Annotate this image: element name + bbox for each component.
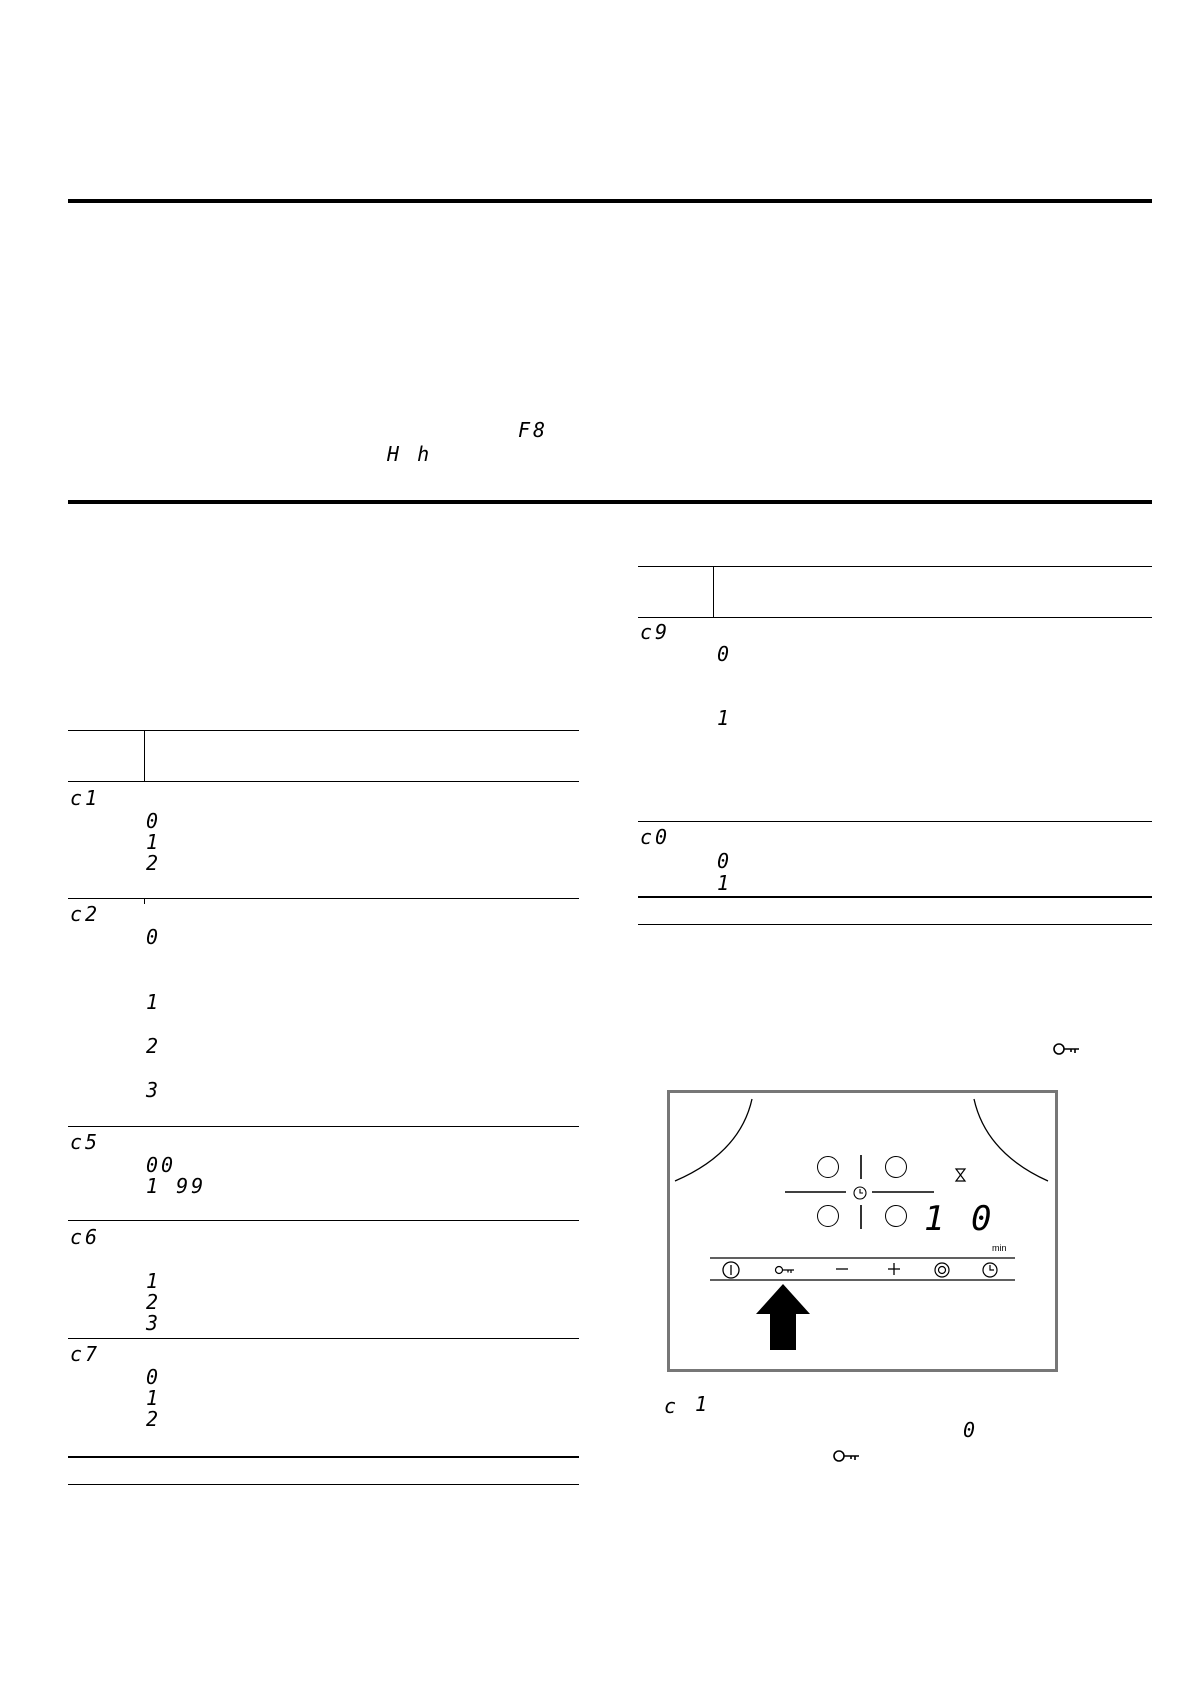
setting-value: 0 [146, 1365, 162, 1389]
setting-code: c2 [70, 902, 101, 926]
zone-select-icon [932, 1260, 952, 1280]
key-icon [833, 1448, 861, 1464]
zone-rear-left-indicator [817, 1205, 839, 1227]
child-lock-button[interactable] [774, 1262, 798, 1276]
table-end-rule [68, 1456, 579, 1458]
column-divider [144, 898, 145, 904]
setting-value: 1 [146, 830, 162, 854]
row-rule [68, 1126, 579, 1127]
plus-icon [884, 1261, 904, 1277]
setting-code: c7 [70, 1342, 101, 1366]
table-end-rule [638, 924, 1152, 925]
key-icon [1053, 1041, 1081, 1057]
setting-value: 1 [146, 1386, 162, 1410]
column-divider [144, 730, 145, 781]
setting-value: 0 [146, 925, 162, 949]
table-end-rule [638, 896, 1152, 898]
display-right-digit: 0 [971, 1199, 992, 1239]
setting-value: 2 [146, 1407, 162, 1431]
setting-code: c9 [640, 620, 671, 644]
setting-value: 0 [146, 809, 162, 833]
hob-edge-curves [670, 1093, 1055, 1369]
setting-value: 2 [146, 851, 162, 875]
zone-select-button[interactable] [932, 1260, 952, 1280]
row-rule [68, 1220, 579, 1221]
key-icon [774, 1263, 798, 1277]
minus-icon [832, 1261, 852, 1277]
min-label: min [992, 1243, 1007, 1253]
setting-value: 0 [717, 849, 733, 873]
timer-button[interactable] [980, 1260, 1000, 1280]
table-header-rule [638, 566, 1152, 567]
setting-value: 1 [146, 990, 162, 1014]
setting-value: 1 [717, 706, 733, 730]
setting-code: c1 [70, 786, 101, 810]
zone-timer-icon [852, 1185, 868, 1201]
table-end-rule [68, 1484, 579, 1485]
setting-value: 3 [146, 1078, 162, 1102]
setting-code: c5 [70, 1130, 101, 1154]
arrow-up-icon [756, 1284, 810, 1350]
row-rule [638, 821, 1152, 822]
display-left-digit: 1 [924, 1199, 945, 1239]
error-code-f8: F8 [518, 418, 549, 442]
minus-button[interactable] [832, 1261, 852, 1277]
plus-button[interactable] [884, 1261, 904, 1277]
setting-value: 2 [146, 1034, 162, 1058]
section-rule [68, 500, 1152, 504]
setting-value: 00 [146, 1153, 177, 1177]
power-button[interactable] [720, 1260, 742, 1280]
setting-value: 0 [717, 642, 733, 666]
setting-code: c6 [70, 1225, 101, 1249]
setting-value: 1 [146, 1269, 162, 1293]
setting-value: 3 [146, 1311, 162, 1335]
setting-value: 2 [146, 1290, 162, 1314]
display-code-hh: H h [387, 442, 433, 466]
note-code-c: c [664, 1394, 680, 1418]
top-rule [68, 199, 1152, 203]
column-divider [713, 566, 714, 617]
control-panel-illustration [667, 1090, 1058, 1372]
zone-rear-right-indicator [885, 1205, 907, 1227]
row-rule [68, 1338, 579, 1339]
zone-front-left-indicator [817, 1156, 839, 1178]
table-header-rule [638, 617, 1152, 618]
setting-code: c0 [640, 825, 671, 849]
timer-icon [980, 1260, 1000, 1280]
note-code-1: 1 [695, 1392, 711, 1416]
table-header-rule [68, 781, 579, 782]
power-icon [720, 1260, 742, 1280]
setting-value: 1 99 [146, 1174, 207, 1198]
zone-front-right-indicator [885, 1156, 907, 1178]
note-value-0: 0 [963, 1418, 979, 1442]
setting-value: 1 [717, 871, 733, 895]
